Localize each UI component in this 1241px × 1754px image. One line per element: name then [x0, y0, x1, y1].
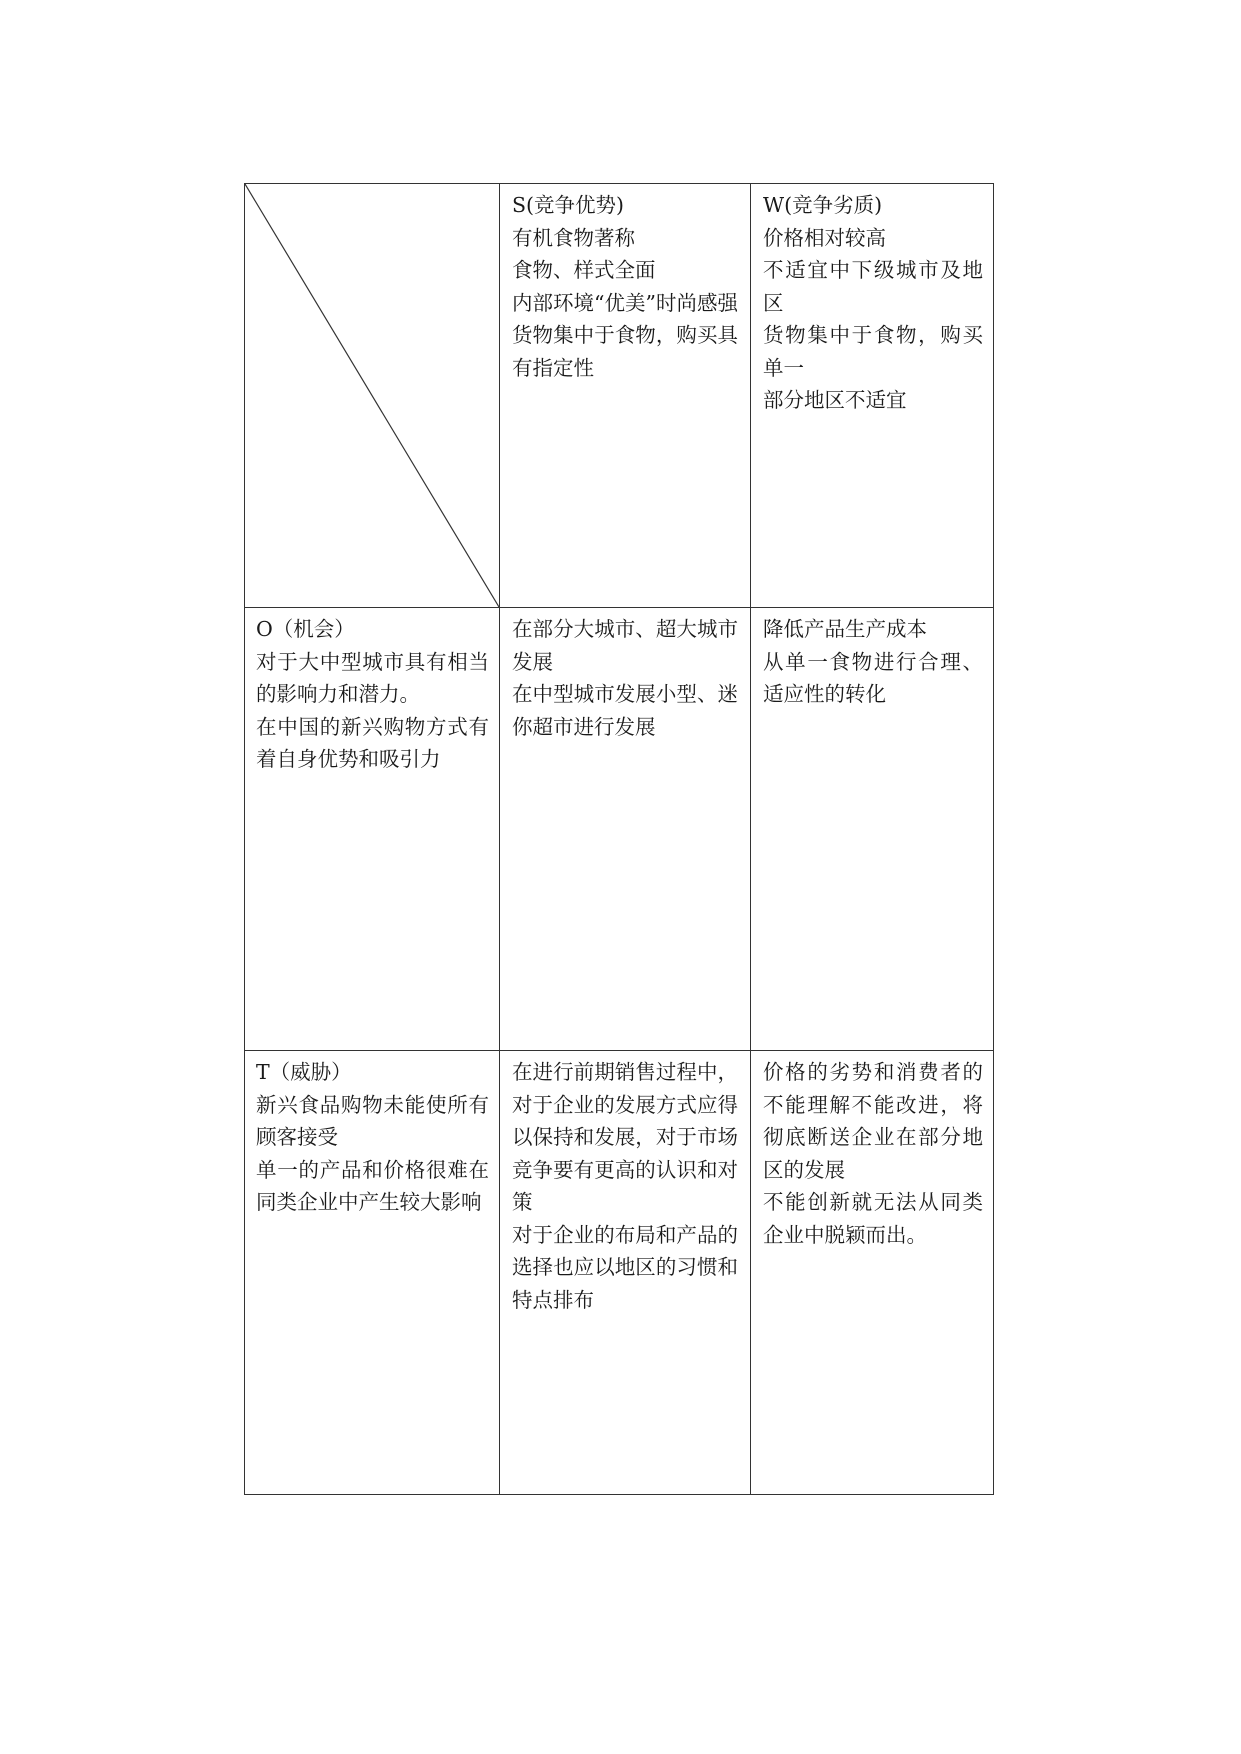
weaknesses-line: 部分地区不适宜 [763, 388, 907, 412]
wt-strategy-cell [751, 1051, 993, 1494]
opportunities-cell [245, 608, 500, 1050]
wo-strategy-line: 降低产品生产成本 [763, 617, 927, 641]
weaknesses-line: 价格相对较高 [763, 225, 886, 250]
st-strategy-line: 对于企业的布局和产品的选择也应以地区的习惯和特点排布 [512, 1222, 738, 1312]
strengths-line: 食物、样式全面 [512, 258, 656, 282]
so-strategy-line: 在部分大城市、超大城市发展 [512, 617, 738, 674]
wt-strategy-line: 价格的劣势和消费者的不能理解不能改进，将彻底断送企业在部分地区的发展 [763, 1060, 983, 1182]
table-row-threats [245, 1051, 993, 1494]
wo-strategy-line: 从单一食物进行合理、适应性的转化 [763, 649, 983, 706]
strengths-title: S(竞争优势) [512, 193, 625, 217]
so-strategy-cell [500, 608, 751, 1050]
strengths-line: 货物集中于食物，购买具有指定性 [512, 323, 738, 380]
wt-strategy-line: 不能创新就无法从同类企业中脱颖而出。 [763, 1190, 983, 1247]
weaknesses-title: W(竞争劣质) [763, 193, 883, 217]
diagonal-line [245, 184, 499, 607]
table-row-opportunities [245, 608, 993, 1051]
st-strategy-line: 在进行前期销售过程中，对于企业的发展方式应得以保持和发展，对于市场竞争要有更高的认识和对策 [512, 1060, 738, 1214]
strengths-line: 内部环境“优美”时尚感强 [512, 290, 738, 315]
strengths-cell [500, 184, 751, 607]
threats-line: 新兴食品购物未能使所有顾客接受 [256, 1092, 489, 1149]
diagonal-corner-cell [245, 184, 500, 607]
table-row-header [245, 184, 993, 608]
swot-table [244, 183, 994, 1495]
opportunities-line: 在中国的新兴购物方式有着自身优势和吸引力 [256, 714, 489, 771]
opportunities-line: 对于大中型城市具有相当的影响力和潜力。 [256, 649, 489, 706]
weaknesses-line: 货物集中于食物，购买单一 [763, 323, 983, 380]
threats-title: T（威胁） [256, 1060, 352, 1084]
threats-cell [245, 1051, 500, 1494]
opportunities-title: O（机会） [256, 617, 355, 641]
so-strategy-line: 在中型城市发展小型、迷你超市进行发展 [512, 682, 738, 739]
st-strategy-cell [500, 1051, 751, 1494]
weaknesses-line: 不适宜中下级城市及地区 [763, 258, 983, 315]
wo-strategy-cell [751, 608, 993, 1050]
weaknesses-cell [751, 184, 993, 607]
threats-line: 单一的产品和价格很难在同类企业中产生较大影响 [256, 1157, 489, 1214]
strengths-line: 有机食物著称 [512, 225, 635, 250]
